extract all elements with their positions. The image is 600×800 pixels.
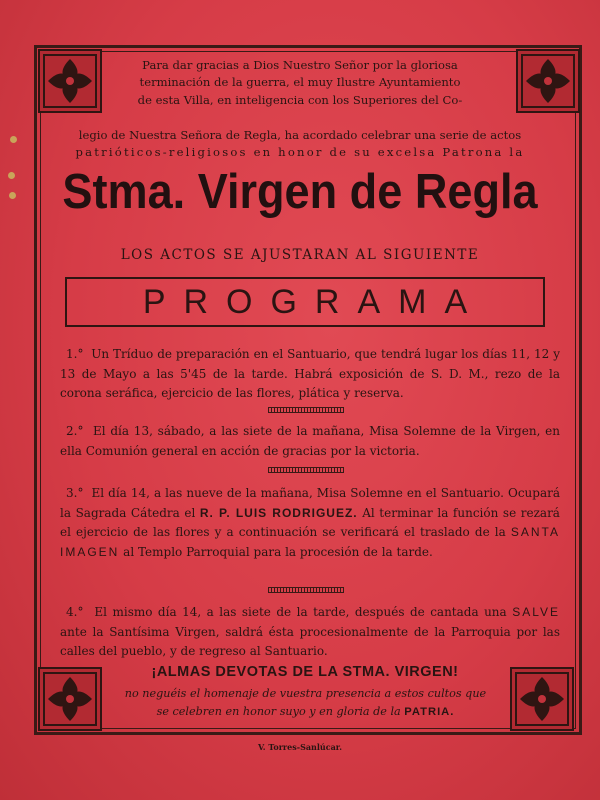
program-item-4: [60, 603, 560, 662]
pin-mark: [9, 192, 16, 199]
item-number: 3.°: [66, 486, 84, 500]
intro-line: patrióticos-religiosos en honor de su excelsa Patrona la: [75, 145, 525, 159]
closing-line: se celebren en honor suyo y en gloria de la: [156, 705, 401, 718]
divider: [268, 407, 344, 413]
subtitle: LOS ACTOS SE AJUSTARAN AL SIGUIENTE: [120, 247, 480, 263]
item-number: 1.°: [66, 347, 84, 361]
intro-line: terminación de la guerra, el muy Ilustre Ayuntamiento: [139, 75, 461, 90]
intro-text-wide: [46, 127, 554, 161]
programa-heading: PROGRAMA: [65, 277, 545, 327]
page-title: Stma. Virgen de Regla: [62, 165, 538, 219]
appeal-heading: ¡ALMAS DEVOTAS DE LA STMA. VIRGEN!: [151, 664, 459, 680]
patria-word: PATRIA.: [404, 706, 455, 718]
preacher-name: R. P. LUIS RODRIGUEZ.: [199, 505, 358, 520]
intro-text: [110, 57, 490, 109]
program-item-2: [60, 422, 560, 461]
item-text: al Templo Parroquial para la procesión de la tarde.: [123, 544, 433, 559]
intro-line: de esta Villa, en inteligencia con los Superiores del Co-: [137, 92, 463, 107]
item-text: ante la Santísima Virgen, saldrá ésta procesionalmente de la Parroquia por las calles del pueblo, y de regreso al Santuario.: [60, 624, 560, 658]
corner-ornament-icon: [516, 49, 580, 113]
item-text: Un Tríduo de preparación en el Santuario, que tendrá lugar los días 11, 12 y 13 de Mayo a las 5'45 de la tarde. Habrá exposición de S. D. M., rezo de la corona seráfica, ejercicio de las flores, plática y reserva.: [60, 347, 560, 400]
printer-credit: V. Torres-Sanlúcar.: [257, 742, 343, 752]
santa-imagen: SANTA IMAGEN: [60, 525, 560, 559]
salve-word: SALVE: [512, 605, 560, 619]
corner-ornament-icon: [38, 49, 102, 113]
divider: [268, 467, 344, 473]
intro-line: legio de Nuestra Señora de Regla, ha acordado celebrar una serie de actos: [78, 128, 522, 142]
item-text: El día 13, sábado, a las siete de la mañana, Misa Solemne de la Virgen, en ella Comunión general en acción de gracias por la victoria.: [60, 424, 560, 458]
intro-line: Para dar gracias a Dios Nuestro Señor por la gloriosa: [142, 58, 458, 72]
divider: [268, 587, 344, 593]
item-text: Al terminar la función se rezará el ejercicio de las flores y a continuación se verificará el traslado de la: [60, 505, 560, 539]
item-number: 2.°: [66, 424, 84, 438]
corner-ornament-icon: [38, 667, 102, 731]
program-item-3: [60, 484, 560, 562]
closing-line: no neguéis el homenaje de vuestra presencia a estos cultos que: [124, 687, 487, 700]
item-text: El mismo día 14, a las siete de la tarde, después de cantada una: [94, 605, 507, 619]
item-text: El día 14, a las nueve de la mañana, Misa Solemne en el Santuario. Ocupará la Sagrada Cátedra el: [60, 486, 560, 520]
pin-mark: [8, 172, 15, 179]
pin-mark: [10, 136, 17, 143]
closing-text: [108, 685, 503, 721]
corner-ornament-icon: [510, 667, 574, 731]
program-item-1: [60, 345, 560, 404]
item-number: 4.°: [66, 605, 84, 619]
